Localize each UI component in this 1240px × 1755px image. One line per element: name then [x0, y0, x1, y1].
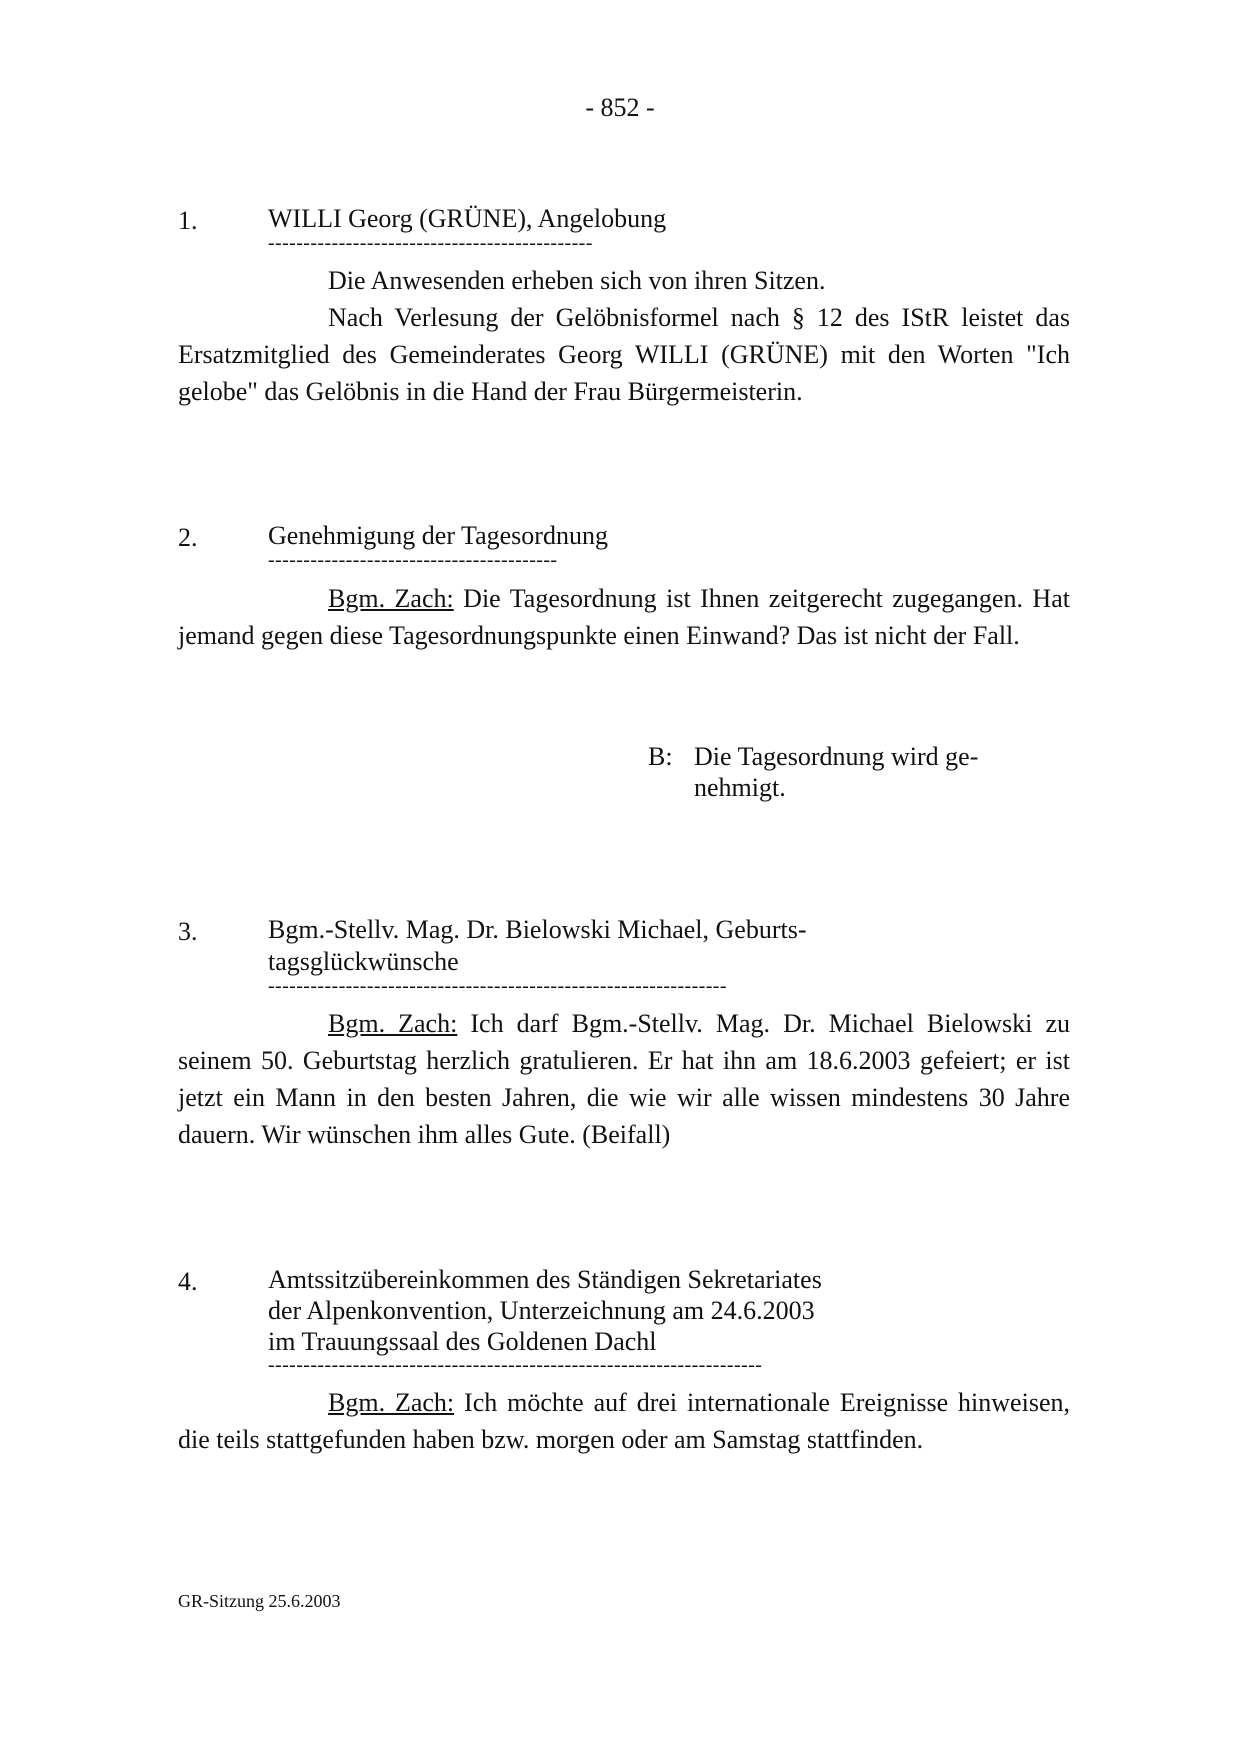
item-3-paragraph — [178, 1005, 1070, 1153]
item-3-title-line: Bgm.-Stellv. Mag. Dr. Bielowski Michael, Geburts- — [268, 915, 807, 944]
speaker-label: Bgm. Zach: — [328, 1388, 455, 1417]
item-4-paragraph — [178, 1384, 1070, 1458]
item-2-number: 2. — [178, 523, 198, 552]
item-1-paragraph: Die Anwesenden erheben sich von ihren Sitzen. — [328, 266, 826, 295]
item-3-body — [178, 1005, 1070, 1153]
speaker-label: Bgm. Zach: — [328, 584, 454, 613]
item-2-title — [268, 520, 608, 552]
decision-block — [648, 741, 978, 803]
item-4-title-line: im Trauungssaal des Goldenen Dachl — [268, 1327, 657, 1356]
item-1-title-line: WILLI Georg (GRÜNE), Angelobung — [268, 204, 667, 233]
item-3-title — [268, 914, 806, 978]
page-footer: GR-Sitzung 25.6.2003 — [178, 1591, 341, 1611]
item-2-separator: ----------------------------------------- — [268, 549, 558, 571]
item-1-number: 1. — [178, 206, 198, 235]
item-3-separator: ----------------------------------------------------------------- — [268, 975, 727, 997]
page-number: - 852 - — [585, 93, 655, 122]
decision-text — [694, 741, 978, 803]
item-3-title-line: tagsglückwünsche — [268, 947, 459, 976]
speech-text: Ich darf Bgm.-Stellv. Mag. Dr. Michael Bielowski zu seinem 50. Geburtstag herzlich gratulieren. Er hat ihn am 18.6.2003 gefeiert; er ist jetzt ein Mann in den besten Jahren, die wie wir alle wissen mindestens 30 Jahre dauern. Wir wünschen ihm alles Gute. (Beifall) — [178, 1009, 1070, 1149]
item-4-number: 4. — [178, 1267, 198, 1296]
item-1-body — [178, 262, 1070, 410]
item-4-body — [178, 1384, 1070, 1458]
item-2-paragraph — [178, 580, 1070, 654]
item-4-title — [268, 1264, 822, 1357]
item-4-title-line: der Alpenkonvention, Unterzeichnung am 24.6.2003 — [268, 1296, 815, 1325]
speech-text: Ich möchte auf drei internationale Ereignisse hinweisen, die teils stattgefunden haben bzw. morgen oder am Samstag stattfinden. — [178, 1388, 1070, 1454]
item-2-body — [178, 580, 1070, 654]
item-4-title-line: Amtssitzübereinkommen des Ständigen Sekretariates — [268, 1265, 822, 1294]
decision-line: Die Tagesordnung wird ge- — [694, 742, 979, 771]
speaker-label: Bgm. Zach: — [328, 1009, 458, 1038]
speech-text: Die Tagesordnung ist Ihnen zeitgerecht zugegangen. Hat jemand gegen diese Tagesordnungspunkte einen Einwand? Das ist nicht der Fall. — [178, 584, 1070, 650]
decision-line: nehmigt. — [694, 773, 786, 802]
decision-label: B: — [648, 742, 673, 771]
item-1-separator: ---------------------------------------------- — [268, 232, 593, 254]
item-2-title-line: Genehmigung der Tagesordnung — [268, 521, 608, 550]
item-1-title — [268, 203, 666, 235]
item-1-paragraph: Nach Verlesung der Gelöbnisformel nach § 12 des IStR leistet das Ersatzmitglied des Gemeinderates Georg WILLI (GRÜNE) mit den Worten "Ich gelobe" das Gelöbnis in die Hand der Frau Bürgermeisterin. — [178, 303, 1070, 406]
item-3-number: 3. — [178, 917, 198, 946]
item-4-separator: ---------------------------------------------------------------------- — [268, 1354, 763, 1376]
